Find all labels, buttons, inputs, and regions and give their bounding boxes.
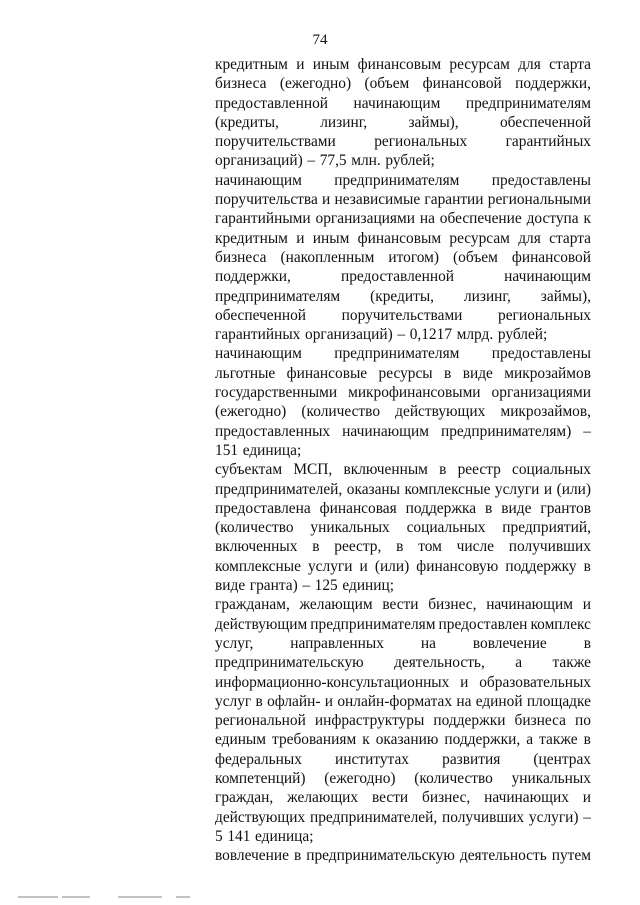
text-word: финансовой xyxy=(422,75,502,93)
text-word: займы), xyxy=(408,113,459,131)
text-word: уникальных xyxy=(511,769,591,787)
text-word: бизнес, xyxy=(422,789,471,807)
text-word: гранта) xyxy=(249,577,298,595)
text-word: оказанию xyxy=(375,731,439,749)
text-word: (ежегодно) xyxy=(324,769,396,787)
text-word: обеспеченной xyxy=(215,306,307,324)
text-word: услуг xyxy=(215,692,252,710)
text-word: поддержку xyxy=(505,557,577,575)
text-word: том xyxy=(418,538,442,556)
scan-footer-marks xyxy=(0,896,640,899)
text-word: вовлечение xyxy=(472,634,547,652)
text-word: онлайн-форматах xyxy=(337,692,453,710)
text-word: в xyxy=(439,461,447,479)
text-word: млрд. xyxy=(456,326,494,344)
text-word: предпринимательскую xyxy=(215,654,364,672)
text-word: предпринимателям xyxy=(310,615,436,633)
text-word: региональных xyxy=(498,306,591,324)
text-word: предоставлен xyxy=(438,615,528,633)
text-word: образовательных xyxy=(479,673,591,691)
text-word: единица; xyxy=(242,441,302,459)
text-word: 5 xyxy=(215,827,223,845)
text-word: а xyxy=(515,654,523,672)
text-word: услуги xyxy=(307,557,353,575)
text-word: предоставленной xyxy=(341,268,455,286)
text-word: 151 xyxy=(215,441,239,459)
body-text xyxy=(215,55,591,865)
text-line xyxy=(215,190,591,209)
text-word: финансовой xyxy=(511,248,591,266)
text-word: рублей; xyxy=(497,326,548,344)
text-line xyxy=(215,229,591,248)
text-word: – xyxy=(302,577,311,595)
text-word: виде xyxy=(215,577,246,595)
text-word: обеспеченной xyxy=(499,113,591,131)
text-word: – xyxy=(307,152,316,170)
text-line xyxy=(215,267,591,286)
text-word: 125 xyxy=(314,577,338,595)
text-line xyxy=(215,422,591,441)
text-word: льготные xyxy=(215,364,276,382)
text-word: поручительствами xyxy=(215,133,336,151)
text-word: и xyxy=(296,229,305,247)
text-word: бизнеса xyxy=(514,712,566,730)
text-word: желающим xyxy=(299,596,373,614)
text-word: предоставленных xyxy=(215,422,331,440)
text-word: финансовые xyxy=(286,364,368,382)
text-word: и xyxy=(322,191,331,209)
text-word: финансовым xyxy=(357,229,442,247)
text-word: и xyxy=(543,480,553,498)
text-line xyxy=(215,132,591,151)
text-line xyxy=(215,769,591,788)
text-word: поручительствами xyxy=(341,306,463,324)
text-line xyxy=(215,306,591,325)
text-word: поддержки, xyxy=(444,731,521,749)
text-word: предпринимателям xyxy=(465,94,591,112)
text-word: государственными xyxy=(215,384,338,402)
text-word: ресурсам xyxy=(449,229,510,247)
text-word: федеральных xyxy=(215,750,302,768)
text-word: в xyxy=(293,847,302,865)
text-word: граждан, xyxy=(215,789,274,807)
text-word: компетенций) xyxy=(215,769,306,787)
text-word: – xyxy=(583,422,591,440)
text-word: региональными xyxy=(487,191,591,209)
text-word: площадке xyxy=(526,692,591,710)
text-word: требованиям xyxy=(272,731,357,749)
text-word: (ежегодно) xyxy=(215,403,287,421)
text-line xyxy=(215,537,591,556)
text-word: кредитным xyxy=(215,229,288,247)
text-word: 77,5 xyxy=(319,152,347,170)
text-word: получивших xyxy=(508,538,591,556)
text-line xyxy=(215,692,591,711)
text-word: (кредиты, xyxy=(370,287,435,305)
text-word: и xyxy=(296,56,305,73)
text-line xyxy=(215,287,591,306)
text-word: начинающих xyxy=(484,789,569,807)
text-line xyxy=(215,325,591,344)
text-word: поручительства xyxy=(215,191,318,209)
text-word: к xyxy=(583,210,591,228)
text-word: МСП, xyxy=(293,461,333,479)
text-word: лизинг, xyxy=(463,287,511,305)
text-word: предпринимателей, xyxy=(309,808,438,826)
text-word: институтах xyxy=(335,750,409,768)
text-line xyxy=(215,615,591,634)
text-word: информационно-консультационных xyxy=(215,673,450,691)
text-word: для xyxy=(518,229,541,247)
text-word: (накопленным xyxy=(280,248,375,266)
text-word: поддержки, xyxy=(515,75,591,93)
text-word: ресурсам xyxy=(449,56,510,73)
text-line xyxy=(215,595,591,614)
text-line xyxy=(215,209,591,228)
text-word: поддержка xyxy=(405,499,477,517)
text-word: кредитным xyxy=(215,56,288,73)
text-word: а xyxy=(526,731,534,749)
text-line xyxy=(215,113,591,132)
text-word: старта xyxy=(549,229,591,247)
text-line xyxy=(215,499,591,518)
text-word: для xyxy=(518,56,541,73)
text-word: предпринимательскую xyxy=(306,847,455,865)
text-word: поддержки xyxy=(433,712,506,730)
text-word: начинающим xyxy=(353,94,441,112)
text-word: старта xyxy=(549,56,591,73)
text-line xyxy=(215,441,591,460)
text-word: – xyxy=(583,808,591,826)
text-line xyxy=(215,383,591,402)
text-line xyxy=(215,402,591,421)
text-word: предприятий, xyxy=(502,519,591,537)
text-word: (или) xyxy=(556,480,591,498)
text-line xyxy=(215,576,591,595)
text-word: действующих xyxy=(395,403,486,421)
text-word: (кредиты, xyxy=(215,113,279,131)
text-word: ресурсы xyxy=(378,364,433,382)
text-word: виде xyxy=(462,364,493,382)
text-word: финансовым xyxy=(357,56,442,73)
text-word: региональной xyxy=(215,712,306,730)
text-word: (центрах xyxy=(533,750,591,768)
text-word: на xyxy=(420,634,436,652)
text-word: в xyxy=(396,538,404,556)
text-word: финансовую xyxy=(416,557,499,575)
text-word: итогом) xyxy=(388,248,440,266)
text-word: комплексные xyxy=(404,480,491,498)
text-word: организациями xyxy=(315,210,415,228)
text-word: единой xyxy=(475,692,523,710)
text-word: организациями xyxy=(491,384,591,402)
text-word: единиц; xyxy=(342,577,395,595)
text-word: и xyxy=(324,692,334,710)
text-line xyxy=(215,460,591,479)
text-word: на xyxy=(456,692,472,710)
text-line xyxy=(215,171,591,190)
text-word: и xyxy=(582,596,591,614)
text-word: комплекс xyxy=(530,615,591,633)
text-line xyxy=(215,248,591,267)
text-word: рублей; xyxy=(385,152,435,170)
text-word: доступа xyxy=(526,210,579,228)
text-word: направленных xyxy=(290,634,384,652)
text-word: организаций) xyxy=(215,152,303,170)
text-word: в xyxy=(583,731,591,749)
text-word: комплексные xyxy=(215,557,301,575)
text-word: к xyxy=(362,731,370,749)
text-line xyxy=(215,557,591,576)
text-line xyxy=(215,673,591,692)
text-word: предпринимателям xyxy=(215,287,341,305)
page-number: 74 xyxy=(312,32,328,48)
text-word: в xyxy=(444,364,452,382)
text-word: иным xyxy=(312,56,350,73)
text-line xyxy=(215,750,591,769)
text-line xyxy=(215,344,591,363)
text-line xyxy=(215,151,591,170)
text-word: микрофинансовыми xyxy=(348,384,481,402)
text-line xyxy=(215,730,591,749)
text-word: (объем xyxy=(453,248,498,266)
text-line xyxy=(215,711,591,730)
text-word: услуги) xyxy=(528,808,579,826)
text-word: и xyxy=(460,673,469,691)
text-word: услуги xyxy=(494,480,540,498)
text-word: субъектам xyxy=(215,461,283,479)
text-word: начинающим xyxy=(342,422,429,440)
text-word: в xyxy=(312,538,320,556)
text-line xyxy=(215,808,591,827)
text-word: обеспечение xyxy=(439,210,522,228)
text-word: – xyxy=(397,326,406,344)
text-word: бизнеса xyxy=(215,75,267,93)
text-word: (или) xyxy=(374,557,410,575)
text-word: микрозаймов xyxy=(504,364,591,382)
text-word: гарантии xyxy=(424,191,484,209)
text-word: по xyxy=(575,712,591,730)
text-word: иным xyxy=(312,229,350,247)
text-word: начинающим xyxy=(215,345,302,363)
text-word: начинающим xyxy=(486,596,574,614)
text-word: независимые xyxy=(334,191,421,209)
text-word: на xyxy=(419,210,435,228)
text-word: предпринимателей, xyxy=(215,480,343,498)
text-line xyxy=(215,788,591,807)
text-word: региональных xyxy=(374,133,468,151)
text-line xyxy=(215,518,591,537)
text-word: числе xyxy=(456,538,494,556)
text-word: вовлечение xyxy=(215,847,289,865)
text-word: офлайн- xyxy=(267,692,321,710)
text-word: (ежегодно) xyxy=(279,75,352,93)
text-word: в xyxy=(485,499,493,517)
text-word: млн. xyxy=(351,152,381,170)
text-word: начинающим xyxy=(504,268,591,286)
text-word: единым xyxy=(215,731,267,749)
text-word: уникальных xyxy=(310,519,390,537)
text-word: в xyxy=(255,692,263,710)
text-word: (количество xyxy=(414,769,493,787)
text-word: бизнес, xyxy=(428,596,477,614)
text-word: микрозаймов, xyxy=(500,403,591,421)
text-word: начинающим xyxy=(215,171,302,189)
text-word: желающих xyxy=(287,789,359,807)
text-word: включенных xyxy=(215,538,298,556)
text-word: гарантийных xyxy=(505,133,591,151)
text-line xyxy=(215,364,591,383)
text-word: оказаны xyxy=(346,480,401,498)
text-word: и xyxy=(582,789,591,807)
text-word: лизинг, xyxy=(320,113,368,131)
text-word: социальных xyxy=(512,461,591,479)
text-word: инфраструктуры xyxy=(314,712,425,730)
text-word: 0,1217 xyxy=(409,326,453,344)
text-word: предоставлена xyxy=(215,499,311,517)
text-word: займы), xyxy=(540,287,591,305)
text-word: виде xyxy=(501,499,532,517)
text-line xyxy=(215,480,591,499)
text-word: предоставлены xyxy=(491,345,591,363)
text-word: услуг, xyxy=(215,634,254,652)
text-line xyxy=(215,74,591,93)
text-line xyxy=(215,827,591,846)
text-word: в xyxy=(583,634,591,652)
text-word: организаций) xyxy=(305,326,393,344)
text-word: деятельность, xyxy=(394,654,485,672)
text-word: предоставлены xyxy=(491,171,591,189)
text-word: и xyxy=(359,557,368,575)
text-line xyxy=(215,846,591,865)
text-word: (объем xyxy=(364,75,410,93)
text-word: грантов xyxy=(540,499,591,517)
text-word: гарантийных xyxy=(215,326,301,344)
text-word: вести xyxy=(382,596,419,614)
text-word: 141 xyxy=(227,827,251,845)
text-word: бизнеса xyxy=(215,248,267,266)
text-word: развития xyxy=(442,750,501,768)
text-line xyxy=(215,653,591,672)
text-word: получивших xyxy=(442,808,525,826)
text-word: финансовая xyxy=(319,499,397,517)
text-line xyxy=(215,55,591,74)
text-word: деятельность xyxy=(459,847,547,865)
text-word: действующих xyxy=(215,808,306,826)
text-word: поддержки, xyxy=(215,268,291,286)
text-word: путем xyxy=(551,847,591,865)
text-word: гражданам, xyxy=(215,596,290,614)
text-word: вести xyxy=(371,789,409,807)
text-word: гарантийными xyxy=(215,210,311,228)
text-line xyxy=(215,634,591,653)
text-word: реестр, xyxy=(334,538,382,556)
text-word: (количество xyxy=(215,519,294,537)
text-word: (количество xyxy=(301,403,381,421)
text-word: предоставленной xyxy=(215,94,329,112)
text-word: единица; xyxy=(255,827,314,845)
text-line xyxy=(215,94,591,113)
text-word: также xyxy=(539,731,578,749)
text-word: действующим xyxy=(215,615,308,633)
text-word: социальных xyxy=(406,519,486,537)
text-word: реестр xyxy=(457,461,501,479)
text-word: предпринимателям xyxy=(334,345,460,363)
text-word: включенным xyxy=(343,461,428,479)
text-word: также xyxy=(552,654,591,672)
text-word: предпринимателям xyxy=(334,171,460,189)
text-word: предпринимателям) xyxy=(441,422,572,440)
text-word: в xyxy=(583,557,591,575)
